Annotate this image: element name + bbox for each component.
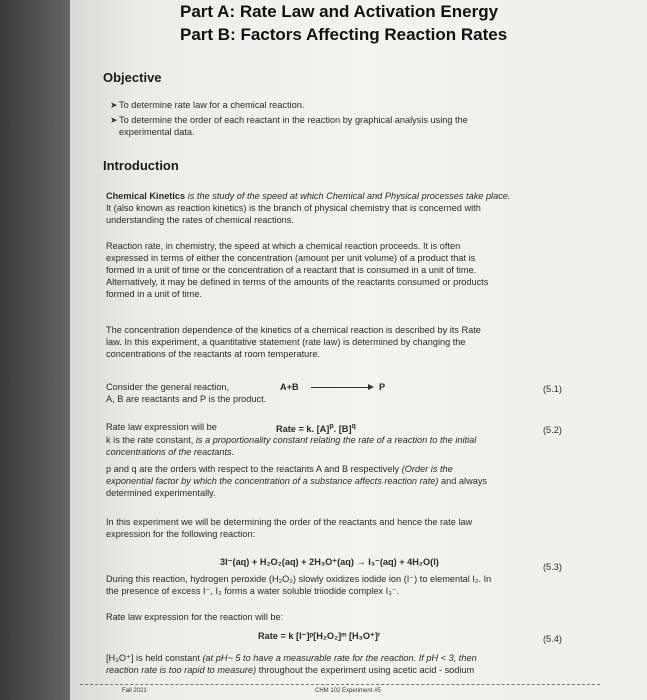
footer-left: Fall 2021 <box>122 688 147 694</box>
intro-p1-line-1: Chemical Kinetics is the study of the speed at which Chemical and Physical processes take place. <box>106 191 511 201</box>
intro-p1-line-2: It (also known as reaction kinetics) is the branch of physical chemistry that is concerned with <box>106 203 481 213</box>
objective-heading: Objective <box>103 70 162 85</box>
bullet-arrow-icon: ➤ <box>110 115 118 125</box>
equation-number-5-4: (5.4) <box>543 634 562 644</box>
intro-p2-line-4: Alternatively, it may be defined in terms of the amounts of the reactants consumed or products <box>106 277 489 287</box>
h3o-constant-line-2: reaction rate is too rapid to measure) throughout the experiment using acetic acid - sodium <box>106 665 475 675</box>
rate-law-5-4: Rate = k [I⁻]ᵖ[H₂O₂]ᵐ [H₃O⁺]ʳ <box>258 631 381 641</box>
intro-p1-line-3: understanding the rates of chemical reactions. <box>106 215 294 225</box>
experiment-line-1: In this experiment we will be determining the order of the reactants and hence the rate law <box>106 517 473 527</box>
during-line-2: the presence of excess I⁻, I₂ forms a water soluble triiodide complex I₃⁻. <box>106 586 400 596</box>
introduction-heading: Introduction <box>103 158 179 173</box>
general-reaction-lhs: A+B <box>280 382 299 392</box>
intro-p3-line-1: The concentration dependence of the kinetics of a chemical reaction is described by its Rate <box>106 325 481 335</box>
intro-p2-line-5: formed in a unit of time. <box>106 289 203 299</box>
during-line-1: During this reaction, hydrogen peroxide (H₂O₂) slowly oxidizes iodide ion (I⁻) to elemental I₂. In <box>106 574 492 584</box>
orders-line-2: exponential factor by which the concentration of a substance affects reaction rate) and always <box>106 476 488 486</box>
general-reaction-rhs: P <box>379 382 386 392</box>
reactants-note: A, B are reactants and P is the product. <box>106 394 267 404</box>
objective-bullet-1: To determine rate law for a chemical reaction. <box>119 100 305 110</box>
title-part-b: Part B: Factors Affecting Reaction Rates <box>180 25 508 44</box>
document-page <box>70 0 647 700</box>
rate-law-label: Rate law expression for the reaction will be: <box>106 612 284 622</box>
intro-p3-line-2: law. In this experiment, a quantitative statement (rate law) is determined by changing the <box>106 337 466 347</box>
intro-p2-line-2: expressed in terms of either the concentration (amount per unit volume) of a product that is <box>106 253 476 263</box>
general-reaction-label: Consider the general reaction, <box>106 382 230 392</box>
experiment-line-2: expression for the following reaction: <box>106 529 256 539</box>
orders-line-1: p and q are the orders with respect to the reactants A and B respectively (Order is the <box>106 464 453 474</box>
rate-expression: Rate = k. $[A]^p$. $[B]^q$ <box>276 423 356 435</box>
footer-center: CHM 102 Experiment #5 <box>315 688 381 694</box>
intro-p2-line-3: formed in a unit of time or the concentration of a reactant that is consumed in a unit of time. <box>106 265 477 275</box>
orders-line-3: determined experimentally. <box>106 488 216 498</box>
h3o-constant-line-1: [H₃O⁺] is held constant (at pH~ 5 to have a measurable rate for the reaction. If pH < 3, then <box>106 653 477 663</box>
bullet-arrow-icon: ➤ <box>110 100 118 110</box>
rate-constant-line-2: concentrations of the reactants. <box>106 447 235 457</box>
intro-p3-line-3: concentrations of the reactants at room temperature. <box>106 349 320 359</box>
rate-constant-line-1: k is the rate constant, is a proportionality constant relating the rate of a reaction to the initial <box>106 435 477 445</box>
reaction-arrow-head-icon <box>368 384 374 390</box>
reaction-arrow-icon <box>311 387 369 388</box>
equation-number-5-3: (5.3) <box>543 562 562 572</box>
title-part-a: Part A: Rate Law and Activation Energy <box>180 2 499 21</box>
intro-p2-line-1: Reaction rate, in chemistry, the speed at which a chemical reaction proceeds. It is often <box>106 241 461 251</box>
footer-divider <box>80 684 600 685</box>
equation-number-5-2: (5.2) <box>543 425 562 435</box>
reaction-5-3: 3I⁻(aq) + H₂O₂(aq) + 2H₃O⁺(aq) → I₃⁻(aq) + 4H₂O(l) <box>220 557 439 567</box>
objective-bullet-2-line-1: To determine the order of each reactant in the reaction by graphical analysis using the <box>119 115 468 125</box>
objective-bullet-2-line-2: experimental data. <box>119 127 195 137</box>
equation-number-5-1: (5.1) <box>543 384 562 394</box>
rate-expression-label: Rate law expression will be <box>106 422 217 432</box>
